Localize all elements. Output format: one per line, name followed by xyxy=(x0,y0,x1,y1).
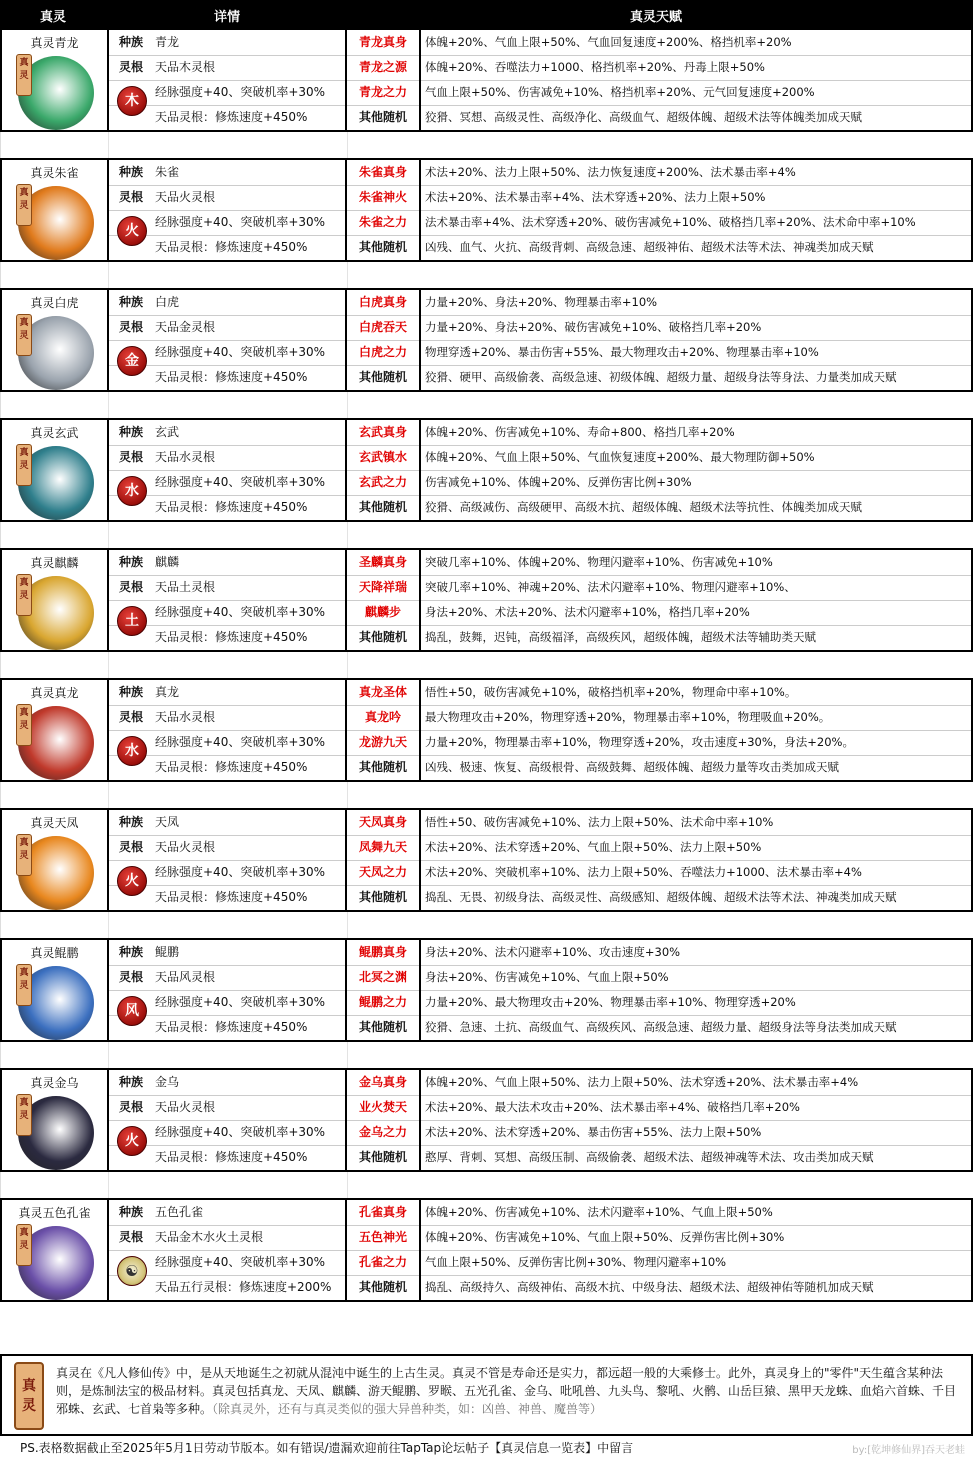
talent-desc: 法术暴击率+4%、法术穿透+20%、破伤害减免+10%、破格挡几率+20%、法术命中率+10% xyxy=(425,215,916,229)
spirit-table xyxy=(0,28,973,1302)
root-label: 灵根 xyxy=(118,710,143,724)
spirit-tag-icon: 真 灵 xyxy=(16,964,32,1006)
talent-row xyxy=(347,730,971,756)
talent-desc: 捣乱、无畏、初级身法、高级灵性、高级感知、超级体魄、超级术法等术法、神魂类加成天赋 xyxy=(425,890,897,904)
spirit-name: 真灵真龙 xyxy=(30,686,79,700)
talent-desc: 伤害减免+10%、体魄+20%、反弹伤害比例+30% xyxy=(425,475,692,489)
talent-desc: 物理穿透+20%、暴击伤害+55%、最大物理攻击+20%、物理暴击率+10% xyxy=(425,345,819,359)
talent-name: 其他随机 xyxy=(347,105,421,130)
talent-desc: 凶残、血气、火抗、高级背刺、高级急速、超级神佑、超级术法等术法、神魂类加成天赋 xyxy=(425,240,874,254)
talent-desc: 最大物理攻击+20%，物理穿透+20%，物理暴击率+10%，物理吸血+20%。 xyxy=(425,710,831,724)
race-row xyxy=(109,420,345,446)
spirit-name: 真灵麒麟 xyxy=(30,556,79,570)
spirit-talents-cell xyxy=(347,940,971,1040)
element-orb-icon: 水 xyxy=(117,476,147,506)
race-row xyxy=(109,1070,345,1096)
speed-value: 天品灵根：修炼速度+450% xyxy=(155,630,308,644)
spirit-tag-icon: 真 灵 xyxy=(16,704,32,746)
talent-row xyxy=(347,210,971,236)
talent-desc: 术法+20%、最大法术攻击+20%、法术暴击率+4%、破格挡几率+20% xyxy=(425,1100,800,1114)
root-row xyxy=(109,965,345,991)
talent-desc: 气血上限+50%、伤害减免+10%、格挡机率+20%、元气回复速度+200% xyxy=(425,85,815,99)
row-spacer xyxy=(0,522,973,548)
talent-desc: 身法+20%、术法+20%、法术闪避率+10%，格挡几率+20% xyxy=(425,605,750,619)
talent-name: 金乌之力 xyxy=(347,1120,421,1145)
root-row xyxy=(109,445,345,471)
talent-desc: 捣乱，鼓舞，迟钝，高级福泽，高级疾风，超级体魄，超级术法等辅助类天赋 xyxy=(425,630,816,644)
talent-name: 白虎之力 xyxy=(347,340,421,365)
talent-name: 其他随机 xyxy=(347,495,421,520)
table-header xyxy=(0,0,973,28)
talent-row xyxy=(347,1070,971,1096)
speed-value: 天品灵根：修炼速度+450% xyxy=(155,110,308,124)
talent-name: 孔雀之力 xyxy=(347,1250,421,1275)
element-orb-icon: 风 xyxy=(117,996,147,1026)
spirit-tag-icon: 真 灵 xyxy=(16,184,32,226)
root-row xyxy=(109,1225,345,1251)
root-value: 天品火灵根 xyxy=(155,190,216,204)
row-spacer xyxy=(0,132,973,158)
talent-name: 其他随机 xyxy=(347,235,421,260)
spirit-card xyxy=(0,938,973,1042)
talent-name: 青龙真身 xyxy=(347,30,421,55)
talent-name: 玄武真身 xyxy=(347,420,421,445)
root-row xyxy=(109,575,345,601)
root-value: 天品木灵根 xyxy=(155,60,216,74)
talent-row xyxy=(347,810,971,836)
race-value: 金乌 xyxy=(155,1075,180,1089)
race-row xyxy=(109,30,345,56)
talent-row xyxy=(347,885,971,910)
race-label: 种族 xyxy=(118,1205,143,1219)
race-value: 天凤 xyxy=(155,815,180,829)
spirit-talents-cell xyxy=(347,680,971,780)
talent-row xyxy=(347,965,971,991)
race-label: 种族 xyxy=(118,425,143,439)
talent-name: 其他随机 xyxy=(347,755,421,780)
talent-name: 五色神光 xyxy=(347,1225,421,1250)
spirit-card xyxy=(0,158,973,262)
element-orb-icon: 火 xyxy=(117,216,147,246)
speed-value: 天品灵根：修炼速度+450% xyxy=(155,760,308,774)
root-label: 灵根 xyxy=(118,60,143,74)
talent-name: 真龙圣体 xyxy=(347,680,421,705)
talent-desc: 术法+20%、法术穿透+20%、气血上限+50%、法力上限+50% xyxy=(425,840,762,854)
spirit-card xyxy=(0,678,973,782)
talent-desc: 气血上限+50%、反弹伤害比例+30%、物理闪避率+10% xyxy=(425,1255,727,1269)
talent-name: 孔雀真身 xyxy=(347,1200,421,1225)
talent-desc: 术法+20%、法力上限+50%、法力恢复速度+200%、法术暴击率+4% xyxy=(425,165,796,179)
spirit-name: 真灵朱雀 xyxy=(30,166,79,180)
talent-desc: 力量+20%、身法+20%、破伤害减免+10%、破格挡几率+20% xyxy=(425,320,762,334)
element-orb-icon: 火 xyxy=(117,866,147,896)
talent-row xyxy=(347,235,971,260)
spirit-name: 真灵青龙 xyxy=(30,36,79,50)
race-label: 种族 xyxy=(118,685,143,699)
spirit-details-cell xyxy=(109,1070,347,1170)
talent-name: 北冥之渊 xyxy=(347,965,421,990)
talent-name: 其他随机 xyxy=(347,885,421,910)
header-col-spirit: 真灵 xyxy=(40,10,67,25)
race-row xyxy=(109,1200,345,1226)
element-orb-icon: 水 xyxy=(117,736,147,766)
talent-desc: 突破几率+10%、体魄+20%、物理闪避率+10%、伤害减免+10% xyxy=(425,555,773,569)
talent-row xyxy=(347,420,971,446)
race-value: 白虎 xyxy=(155,295,180,309)
talent-desc: 悟性+50，破伤害减免+10%，破格挡机率+20%，物理命中率+10%。 xyxy=(425,685,797,699)
spirit-tag-icon: 真 灵 xyxy=(16,574,32,616)
meridian-value: 经脉强度+40、突破机率+30% xyxy=(155,995,326,1009)
footer-description xyxy=(0,1354,973,1436)
spirit-name: 真灵天凤 xyxy=(30,816,79,830)
talent-name: 天凤之力 xyxy=(347,860,421,885)
speed-value: 天品灵根：修炼速度+450% xyxy=(155,1150,308,1164)
talent-desc: 憨厚、背刺、冥想、高级压制、高级偷袭、超级术法、超级神魂等术法、攻击类加成天赋 xyxy=(425,1150,874,1164)
talent-name: 白虎真身 xyxy=(347,290,421,315)
spirit-portrait-cell xyxy=(2,1200,109,1300)
spirit-portrait-cell xyxy=(2,680,109,780)
spirit-portrait-cell xyxy=(2,940,109,1040)
talent-row xyxy=(347,575,971,601)
race-value: 青龙 xyxy=(155,35,180,49)
spirit-portrait-cell xyxy=(2,1070,109,1170)
spirit-card xyxy=(0,1068,973,1172)
spirit-card xyxy=(0,808,973,912)
spirit-details-cell xyxy=(109,810,347,910)
talent-name: 鲲鹏之力 xyxy=(347,990,421,1015)
talent-desc: 体魄+20%、伤害减免+10%、寿命+800、格挡几率+20% xyxy=(425,425,735,439)
spirit-details-cell xyxy=(109,290,347,390)
spirit-details-cell xyxy=(109,160,347,260)
speed-value: 天品灵根：修炼速度+450% xyxy=(155,890,308,904)
root-row xyxy=(109,55,345,81)
meridian-value: 经脉强度+40、突破机率+30% xyxy=(155,345,326,359)
meridian-value: 经脉强度+40、突破机率+30% xyxy=(155,605,326,619)
root-value: 天品水灵根 xyxy=(155,710,216,724)
race-value: 朱雀 xyxy=(155,165,180,179)
root-label: 灵根 xyxy=(118,970,143,984)
speed-value: 天品五行灵根：修炼速度+200% xyxy=(155,1280,332,1294)
race-value: 玄武 xyxy=(155,425,180,439)
spirit-talents-cell xyxy=(347,290,971,390)
talent-desc: 身法+20%、法术闪避率+10%、攻击速度+30% xyxy=(425,945,681,959)
talent-desc: 体魄+20%、伤害减免+10%、法术闪避率+10%、气血上限+50% xyxy=(425,1205,773,1219)
spirit-portrait-cell xyxy=(2,810,109,910)
ps-note: PS.表格数据截止至2025年5月1日劳动节版本。如有错误/遗漏欢迎前往TapTap论坛帖子【真灵信息一览表】中留言 xyxy=(20,1441,634,1455)
spirit-portrait-cell xyxy=(2,160,109,260)
race-label: 种族 xyxy=(118,555,143,569)
race-value: 麒麟 xyxy=(155,555,180,569)
race-row xyxy=(109,160,345,186)
talent-row xyxy=(347,600,971,626)
talent-desc: 身法+20%、伤害减免+10%、气血上限+50% xyxy=(425,970,669,984)
row-spacer xyxy=(0,782,973,808)
talent-row xyxy=(347,445,971,471)
talent-desc: 体魄+20%、吞噬法力+1000、格挡机率+20%、丹毒上限+50% xyxy=(425,60,765,74)
talent-row xyxy=(347,755,971,780)
row-spacer xyxy=(0,392,973,418)
spirit-card xyxy=(0,288,973,392)
talent-desc: 狡猾、硬甲、高级偷袭、高级急速、初级体魄、超级力量、超级身法等身法、力量类加成天赋 xyxy=(425,370,897,384)
spirit-portrait-cell xyxy=(2,420,109,520)
spirit-portrait-cell xyxy=(2,30,109,130)
root-value: 天品水灵根 xyxy=(155,450,216,464)
talent-row xyxy=(347,185,971,211)
talent-row xyxy=(347,315,971,341)
race-row xyxy=(109,680,345,706)
talent-name: 朱雀之力 xyxy=(347,210,421,235)
talent-name: 其他随机 xyxy=(347,365,421,390)
row-spacer xyxy=(0,1172,973,1198)
talent-desc: 突破几率+10%、神魂+20%、法术闪避率+10%、物理闪避率+10%、 xyxy=(425,580,796,594)
talent-row xyxy=(347,290,971,316)
spirit-details-cell xyxy=(109,940,347,1040)
talent-name: 天降祥瑞 xyxy=(347,575,421,600)
talent-desc: 捣乱、高级持久、高级神佑、高级木抗、中级身法、超级术法、超级神佑等随机加成天赋 xyxy=(425,1280,874,1294)
root-value: 天品土灵根 xyxy=(155,580,216,594)
race-label: 种族 xyxy=(118,165,143,179)
talent-row xyxy=(347,1225,971,1251)
root-label: 灵根 xyxy=(118,840,143,854)
speed-value: 天品灵根：修炼速度+450% xyxy=(155,240,308,254)
root-label: 灵根 xyxy=(118,1100,143,1114)
root-label: 灵根 xyxy=(118,190,143,204)
talent-desc: 术法+20%、突破机率+10%、法力上限+50%、吞噬法力+1000、法术暴击率+4% xyxy=(425,865,862,879)
spirit-tag-icon: 真 灵 xyxy=(16,54,32,96)
talent-row xyxy=(347,55,971,81)
meridian-value: 经脉强度+40、突破机率+30% xyxy=(155,1125,326,1139)
meridian-value: 经脉强度+40、突破机率+30% xyxy=(155,475,326,489)
talent-name: 天凤真身 xyxy=(347,810,421,835)
meridian-value: 经脉强度+40、突破机率+30% xyxy=(155,215,326,229)
element-orb-icon: 金 xyxy=(117,346,147,376)
talent-row xyxy=(347,550,971,576)
row-spacer xyxy=(0,262,973,288)
talent-row xyxy=(347,1095,971,1121)
talent-row xyxy=(347,860,971,886)
spirit-talents-cell xyxy=(347,550,971,650)
spirit-details-cell xyxy=(109,30,347,130)
talent-name: 朱雀神火 xyxy=(347,185,421,210)
race-label: 种族 xyxy=(118,945,143,959)
speed-value: 天品灵根：修炼速度+450% xyxy=(155,1020,308,1034)
speed-value: 天品灵根：修炼速度+450% xyxy=(155,370,308,384)
row-spacer xyxy=(0,1042,973,1068)
root-row xyxy=(109,705,345,731)
race-value: 五色孔雀 xyxy=(155,1205,204,1219)
race-label: 种族 xyxy=(118,1075,143,1089)
root-row xyxy=(109,315,345,341)
talent-row xyxy=(347,30,971,56)
race-label: 种族 xyxy=(118,35,143,49)
talent-row xyxy=(347,940,971,966)
talent-row xyxy=(347,1015,971,1040)
root-label: 灵根 xyxy=(118,320,143,334)
talent-desc: 狡猾、急速、土抗、高级血气、高级疾风、高级急速、超级力量、超级身法等身法类加成天赋 xyxy=(425,1020,897,1034)
race-row xyxy=(109,290,345,316)
talent-name: 其他随机 xyxy=(347,1275,421,1300)
talent-row xyxy=(347,495,971,520)
talent-name: 青龙之源 xyxy=(347,55,421,80)
talent-name: 龙游九天 xyxy=(347,730,421,755)
footer-text xyxy=(56,1364,966,1418)
spirit-talents-cell xyxy=(347,420,971,520)
spirit-tag-icon: 真 灵 xyxy=(16,444,32,486)
talent-row xyxy=(347,990,971,1016)
row-spacer xyxy=(0,652,973,678)
talent-row xyxy=(347,1250,971,1276)
talent-row xyxy=(347,105,971,130)
talent-row xyxy=(347,80,971,106)
race-row xyxy=(109,550,345,576)
talent-desc: 狡猾、冥想、高级灵性、高级净化、高级血气、超级体魄、超级术法等体魄类加成天赋 xyxy=(425,110,862,124)
spirit-name: 真灵五色孔雀 xyxy=(18,1206,91,1220)
spirit-card xyxy=(0,28,973,132)
talent-name: 圣麟真身 xyxy=(347,550,421,575)
talent-name: 鲲鹏真身 xyxy=(347,940,421,965)
meridian-value: 经脉强度+40、突破机率+30% xyxy=(155,865,326,879)
talent-desc: 体魄+20%、气血上限+50%、法力上限+50%、法术穿透+20%、法术暴击率+4% xyxy=(425,1075,859,1089)
talent-name: 白虎吞天 xyxy=(347,315,421,340)
race-row xyxy=(109,810,345,836)
race-label: 种族 xyxy=(118,815,143,829)
talent-name: 其他随机 xyxy=(347,625,421,650)
race-value: 真龙 xyxy=(155,685,180,699)
spirit-talents-cell xyxy=(347,1070,971,1170)
talent-desc: 凶残、极速、恢复、高级根骨、高级鼓舞、超级体魄、超级力量等攻击类加成天赋 xyxy=(425,760,839,774)
race-value: 鲲鹏 xyxy=(155,945,180,959)
root-value: 天品金灵根 xyxy=(155,320,216,334)
spirit-details-cell xyxy=(109,420,347,520)
meridian-value: 经脉强度+40、突破机率+30% xyxy=(155,85,326,99)
root-value: 天品金木水火土灵根 xyxy=(155,1230,264,1244)
spirit-tag-icon: 真 灵 xyxy=(16,1094,32,1136)
talent-row xyxy=(347,340,971,366)
spirit-card xyxy=(0,548,973,652)
root-value: 天品火灵根 xyxy=(155,840,216,854)
spirit-card xyxy=(0,1198,973,1302)
talent-row xyxy=(347,470,971,496)
spirit-details-cell xyxy=(109,550,347,650)
talent-row xyxy=(347,625,971,650)
talent-row xyxy=(347,1120,971,1146)
talent-desc: 力量+20%、身法+20%、物理暴击率+10% xyxy=(425,295,658,309)
spirit-portrait-cell xyxy=(2,550,109,650)
talent-desc: 体魄+20%、气血上限+50%、气血回复速度+200%、格挡机率+20% xyxy=(425,35,792,49)
talent-desc: 体魄+20%、伤害减免+10%、气血上限+50%、反弹伤害比例+30% xyxy=(425,1230,785,1244)
talent-name: 麒麟步 xyxy=(347,600,421,625)
talent-desc: 术法+20%、法术穿透+20%、暴击伤害+55%、法力上限+50% xyxy=(425,1125,762,1139)
talent-row xyxy=(347,1145,971,1170)
row-spacer xyxy=(0,912,973,938)
talent-name: 朱雀真身 xyxy=(347,160,421,185)
talent-name: 青龙之力 xyxy=(347,80,421,105)
talent-name: 金乌真身 xyxy=(347,1070,421,1095)
spirit-tag-icon: 真 灵 xyxy=(16,1224,32,1266)
talent-name: 玄武之力 xyxy=(347,470,421,495)
element-orb-icon: 火 xyxy=(117,1126,147,1156)
talent-desc: 体魄+20%、气血上限+50%、气血恢复速度+200%、最大物理防御+50% xyxy=(425,450,815,464)
root-row xyxy=(109,835,345,861)
element-orb-icon: 土 xyxy=(117,606,147,636)
spirit-card xyxy=(0,418,973,522)
meridian-value: 经脉强度+40、突破机率+30% xyxy=(155,735,326,749)
talent-row xyxy=(347,705,971,731)
talent-desc: 力量+20%、最大物理攻击+20%、物理暴击率+10%、物理穿透+20% xyxy=(425,995,796,1009)
race-label: 种族 xyxy=(118,295,143,309)
spirit-talents-cell xyxy=(347,1200,971,1300)
footer-body: 真灵在《凡人修仙传》中，是从天地诞生之初就从混沌中诞生的上古生灵。真灵不管是寿命还是实力，都远超一般的大乘修士。此外，真灵身上的"零件"天生蕴含某种法则，是炼制法宝的极品材料。真灵包括真龙、天凤、麒麟、游天鲲鹏、罗睺、五光孔雀、金乌、吡吼兽、九头鸟、黎吼、火鹘、山岳巨猿、黑甲天龙蛛、血焰六首蛛、千目邪蛛、玄武、七首枭等多种。 xyxy=(56,1366,957,1416)
element-orb-icon: ☯ xyxy=(117,1256,147,1286)
header-col-talents: 真灵天赋 xyxy=(630,10,683,25)
element-orb-icon: 木 xyxy=(117,86,147,116)
meridian-value: 经脉强度+40、突破机率+30% xyxy=(155,1255,326,1269)
spirit-portrait-cell xyxy=(2,290,109,390)
spirit-badge-icon: 真 灵 xyxy=(14,1362,44,1430)
talent-desc: 术法+20%、法术暴击率+4%、法术穿透+20%、法力上限+50% xyxy=(425,190,766,204)
talent-row xyxy=(347,835,971,861)
footer-note: （除真灵外，还有与真灵类似的强大异兽种类，如：凶兽、神兽、魔兽等） xyxy=(212,1402,603,1416)
speed-value: 天品灵根：修炼速度+450% xyxy=(155,500,308,514)
talent-row xyxy=(347,1200,971,1226)
root-value: 天品火灵根 xyxy=(155,1100,216,1114)
spirit-name: 真灵玄武 xyxy=(30,426,79,440)
talent-name: 凤舞九天 xyxy=(347,835,421,860)
spirit-details-cell xyxy=(109,1200,347,1300)
talent-row xyxy=(347,680,971,706)
root-label: 灵根 xyxy=(118,1230,143,1244)
talent-row xyxy=(347,365,971,390)
talent-row xyxy=(347,160,971,186)
author-signature: by:[乾坤修仙界]吞天老蛙 xyxy=(852,1445,965,1456)
header-col-details: 详情 xyxy=(214,10,241,25)
spirit-talents-cell xyxy=(347,30,971,130)
spirit-details-cell xyxy=(109,680,347,780)
spirit-tag-icon: 真 灵 xyxy=(16,834,32,876)
root-row xyxy=(109,1095,345,1121)
spirit-talents-cell xyxy=(347,160,971,260)
spirit-name: 真灵白虎 xyxy=(30,296,79,310)
root-row xyxy=(109,185,345,211)
race-row xyxy=(109,940,345,966)
talent-name: 其他随机 xyxy=(347,1015,421,1040)
root-label: 灵根 xyxy=(118,450,143,464)
spirit-talents-cell xyxy=(347,810,971,910)
root-label: 灵根 xyxy=(118,580,143,594)
talent-desc: 悟性+50、破伤害减免+10%、法力上限+50%、法术命中率+10% xyxy=(425,815,774,829)
talent-desc: 狡猾、高级减伤、高级硬甲、高级木抗、超级体魄、超级术法等抗性、体魄类加成天赋 xyxy=(425,500,862,514)
talent-name: 玄武镇水 xyxy=(347,445,421,470)
spirit-name: 真灵金乌 xyxy=(30,1076,79,1090)
talent-row xyxy=(347,1275,971,1300)
talent-name: 真龙吟 xyxy=(347,705,421,730)
spirit-tag-icon: 真 灵 xyxy=(16,314,32,356)
talent-desc: 力量+20%，物理暴击率+10%，物理穿透+20%，攻击速度+30%，身法+20%。 xyxy=(425,735,854,749)
talent-name: 业火焚天 xyxy=(347,1095,421,1120)
spirit-name: 真灵鲲鹏 xyxy=(30,946,79,960)
talent-name: 其他随机 xyxy=(347,1145,421,1170)
root-value: 天品风灵根 xyxy=(155,970,216,984)
